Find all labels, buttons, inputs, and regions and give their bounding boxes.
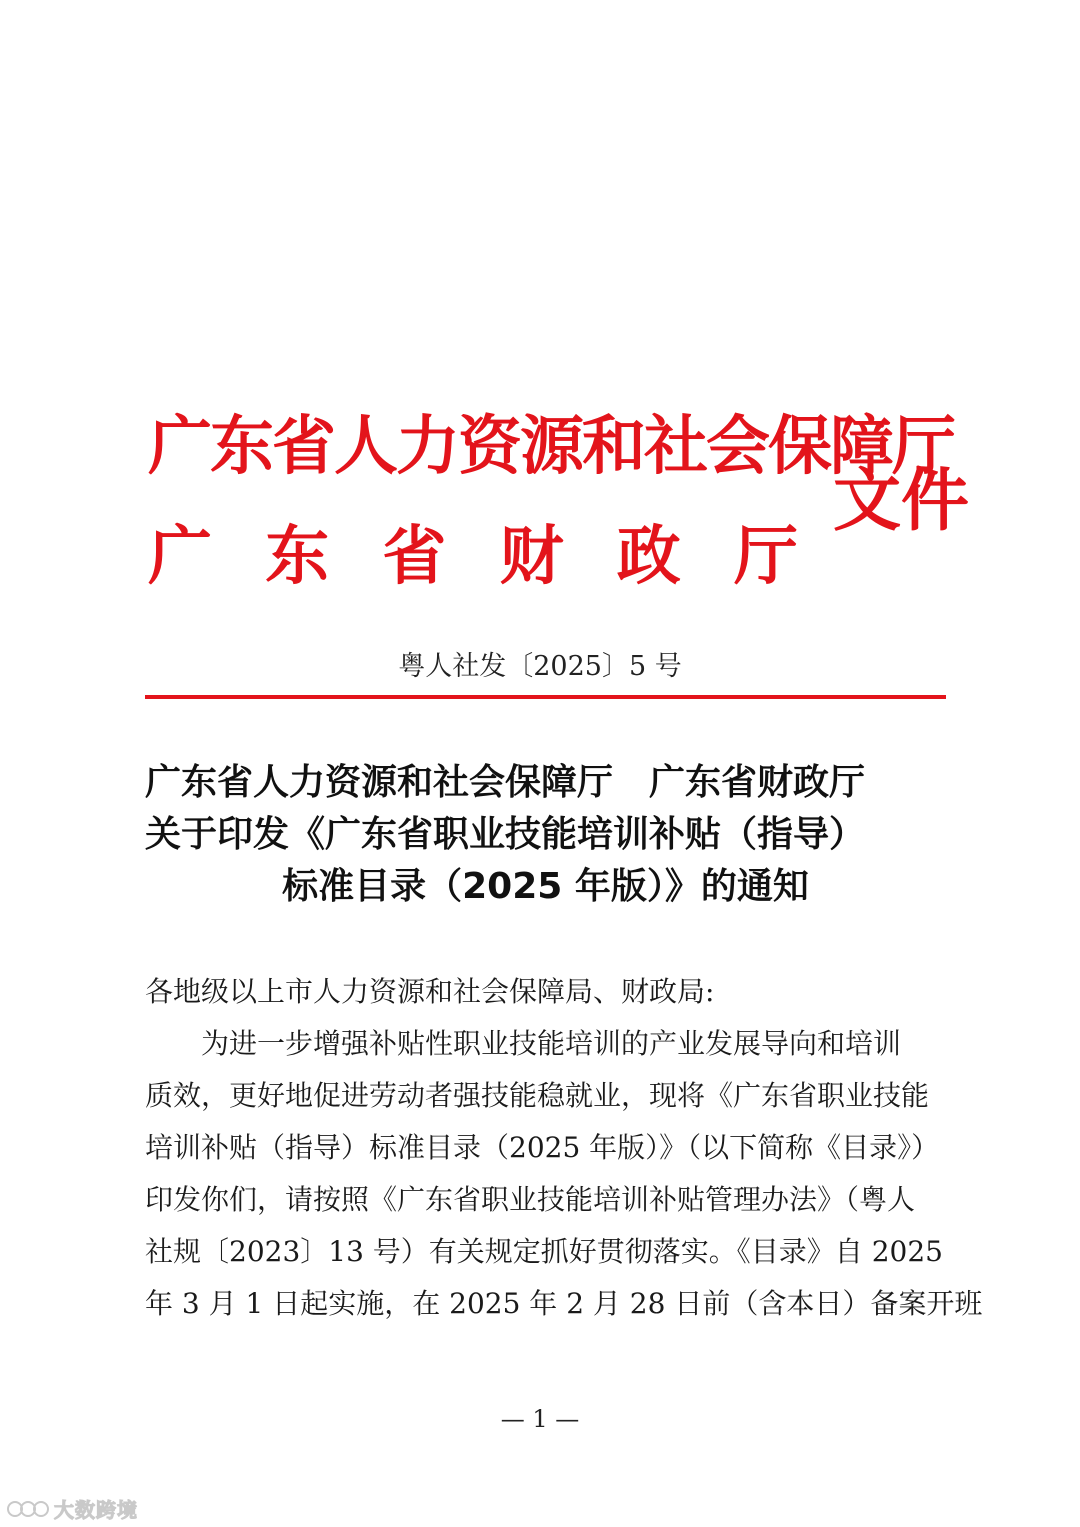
- agency-char: 广: [148, 520, 212, 594]
- issuing-agency-finance: [148, 522, 798, 592]
- brand-logo-icon: [6, 1498, 50, 1520]
- issuing-agency-hrss: 广东省人力资源和社会保障厅: [148, 410, 954, 484]
- agency-char: 财: [499, 520, 564, 594]
- body-paragraph-line: 印发你们，请按照《广东省职业技能培训补贴管理办法》（粤人: [145, 1183, 916, 1216]
- agency-char: 厅: [733, 520, 798, 594]
- document-type-label: 文件: [833, 462, 970, 541]
- page-number: — 1 —: [500, 1405, 580, 1433]
- watermark-text: 大数跨境: [54, 1498, 138, 1522]
- agency-char: 东: [265, 520, 330, 594]
- body-paragraph-line: 培训补贴（指导）标准目录（2025 年版）》（以下简称《目录》）: [145, 1131, 940, 1164]
- notice-title-line: 关于印发《广东省职业技能培训补贴（指导）: [145, 814, 866, 855]
- agency-char: 政: [616, 520, 681, 594]
- body-paragraph-line: 社规〔2023〕13 号）有关规定抓好贯彻落实。《目录》自 2025: [145, 1235, 943, 1268]
- document-number: 粤人社发〔2025〕5 号: [398, 651, 682, 682]
- notice-title-line: 标准目录（2025 年版）》的通知: [282, 866, 809, 907]
- body-paragraph-line: 为进一步增强补贴性职业技能培训的产业发展导向和培训: [145, 1027, 902, 1060]
- salutation: 各地级以上市人力资源和社会保障局、财政局:: [145, 975, 715, 1008]
- notice-title-line: 广东省人力资源和社会保障厅 广东省财政厅: [145, 762, 866, 803]
- red-divider: [145, 695, 946, 699]
- agency-char: 省: [382, 520, 447, 594]
- body-paragraph-line: 年 3 月 1 日起实施，在 2025 年 2 月 28 日前（含本日）备案开班: [145, 1287, 983, 1320]
- body-paragraph-line: 质效，更好地促进劳动者强技能稳就业，现将《广东省职业技能: [145, 1079, 930, 1112]
- watermark: [6, 1494, 138, 1523]
